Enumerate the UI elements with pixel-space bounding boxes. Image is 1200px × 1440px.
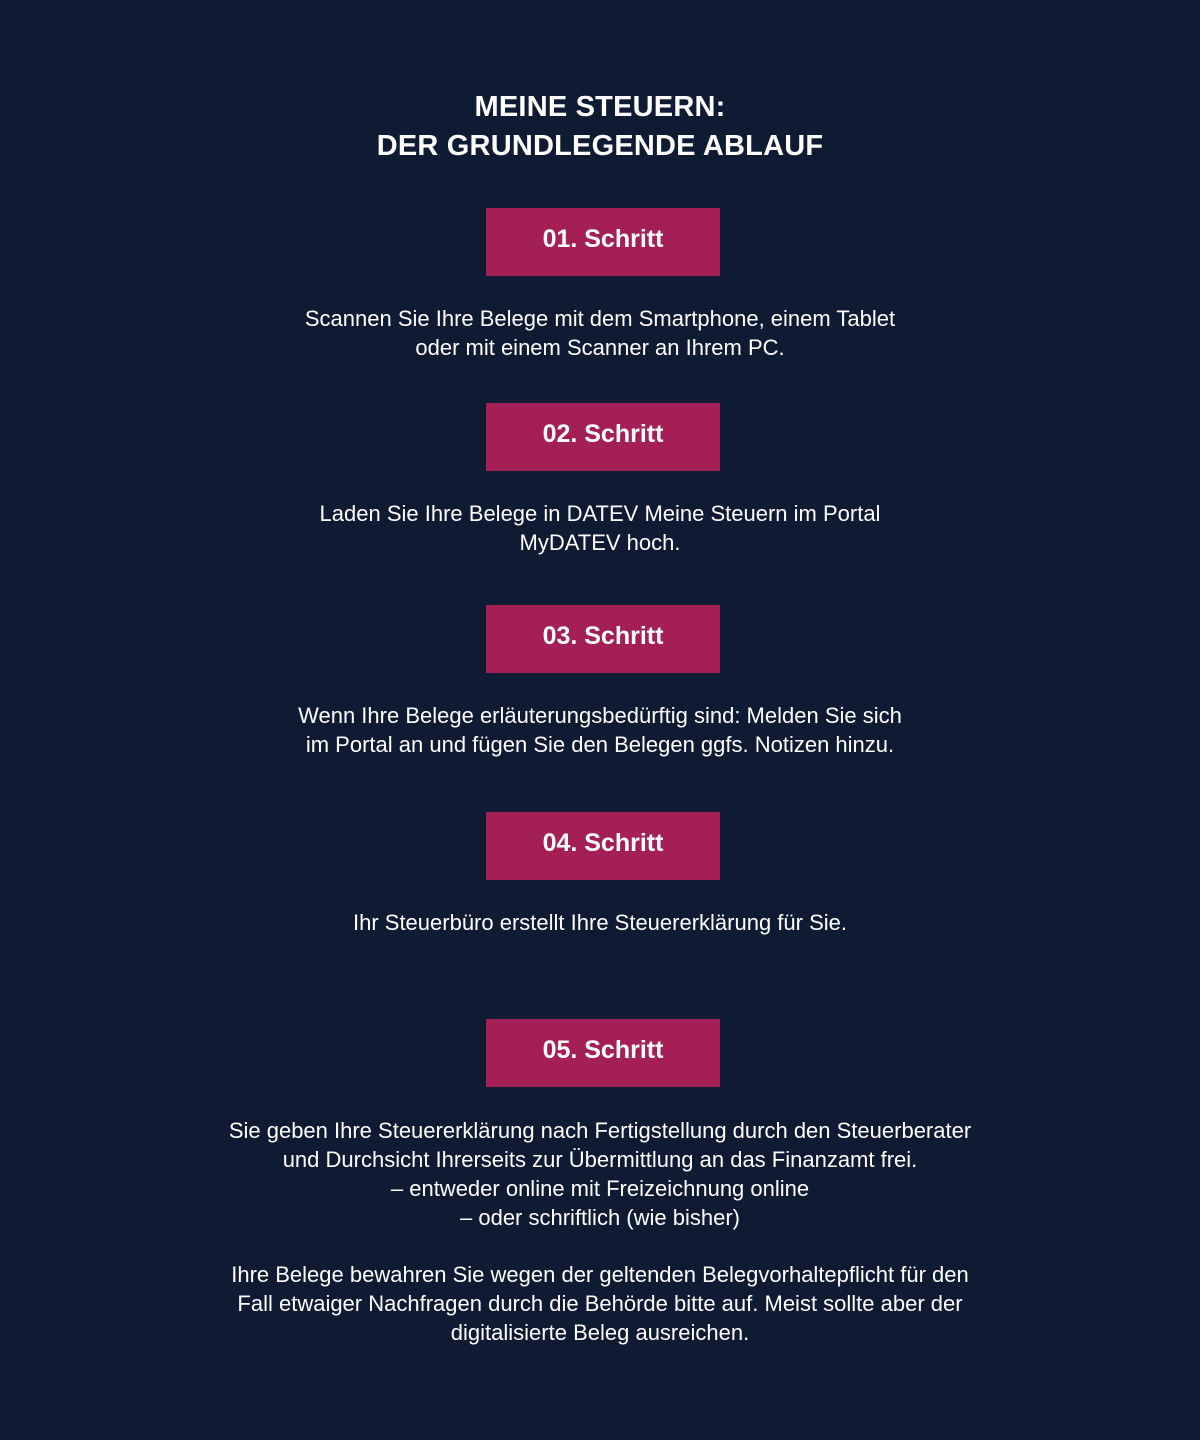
step-3-line-2: im Portal an und fügen Sie den Belegen ggfs. Notizen hinzu. [305,732,895,757]
step-5-option-online: – entweder online mit Freizeichnung online [390,1176,810,1201]
step-3-description [0,701,1200,759]
step-5-line-2: und Durchsicht Ihrerseits zur Übermittlung an das Finanzamt frei. [282,1147,918,1172]
title-line-2: DER GRUNDLEGENDE ABLAUF [376,130,824,162]
step-5-line-1: Sie geben Ihre Steuererklärung nach Fertigstellung durch den Steuerberater [228,1118,972,1143]
step-4-badge: 04. Schritt [486,812,720,880]
note-line-2: Fall etwaiger Nachfragen durch die Behörde bitte auf. Meist sollte aber der [237,1291,963,1316]
step-1-line-1: Scannen Sie Ihre Belege mit dem Smartphone, einem Tablet [304,306,896,331]
title-line-1: MEINE STEUERN: [474,91,726,123]
note-line-1: Ihre Belege bewahren Sie wegen der geltenden Belegvorhaltepflicht für den [231,1262,969,1287]
step-1-badge: 01. Schritt [486,208,720,276]
step-4-description [0,908,1200,937]
retention-note [0,1260,1200,1347]
step-3-badge: 03. Schritt [486,605,720,673]
step-2-badge: 02. Schritt [486,403,720,471]
step-5-description [0,1116,1200,1232]
step-2-line-2: MyDATEV hoch. [519,530,681,555]
step-2-line-1: Laden Sie Ihre Belege in DATEV Meine Steuern im Portal [319,501,881,526]
page-title [0,88,1200,166]
step-1-description [0,304,1200,362]
note-line-3: digitalisierte Beleg ausreichen. [450,1320,750,1345]
step-2-description [0,499,1200,557]
step-4-line-1: Ihr Steuerbüro erstellt Ihre Steuererklärung für Sie. [352,910,848,935]
step-3-line-1: Wenn Ihre Belege erläuterungsbedürftig sind: Melden Sie sich [298,703,902,728]
step-5-option-written: – oder schriftlich (wie bisher) [460,1205,740,1230]
step-1-line-2: oder mit einem Scanner an Ihrem PC. [415,335,785,360]
step-5-badge: 05. Schritt [486,1019,720,1087]
